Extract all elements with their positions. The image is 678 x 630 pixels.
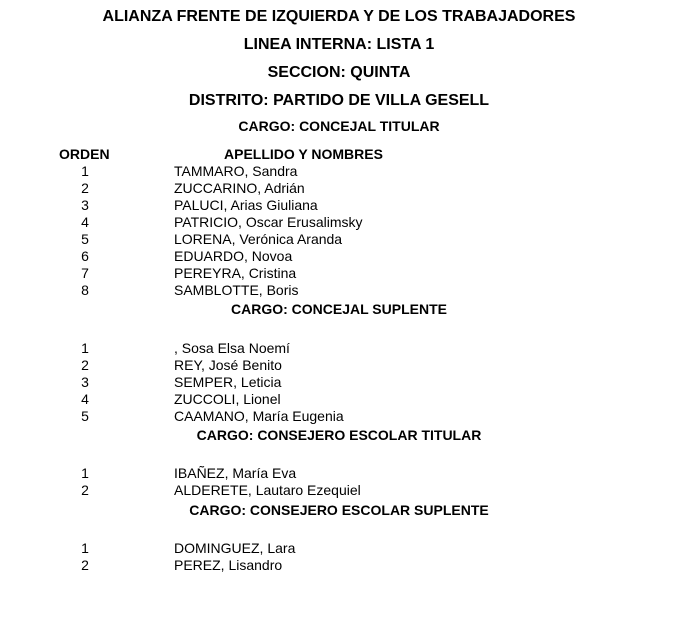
orden-number: 4 <box>81 214 89 230</box>
candidate-name: EDUARDO, Novoa <box>174 248 293 264</box>
list-concejal-titular <box>0 163 678 299</box>
orden-number: 3 <box>81 197 89 213</box>
candidate-name: TAMMARO, Sandra <box>174 163 298 179</box>
candidate-name: REY, José Benito <box>174 357 282 373</box>
candidate-name: PEREZ, Lisandro <box>174 557 283 573</box>
list-item <box>0 282 678 299</box>
list-consejero-escolar-titular <box>0 465 678 499</box>
orden-number: 5 <box>81 408 89 424</box>
candidate-name: SAMBLOTTE, Boris <box>174 282 299 298</box>
candidate-name: SEMPER, Leticia <box>174 374 282 390</box>
cargo-heading-concejal-suplente: CARGO: CONCEJAL SUPLENTE <box>231 301 447 317</box>
orden-number: 1 <box>81 465 89 481</box>
list-item <box>0 231 678 248</box>
list-item <box>0 408 678 425</box>
list-item <box>0 180 678 197</box>
orden-number: 6 <box>81 248 89 264</box>
candidate-name: PALUCI, Arias Giuliana <box>174 197 318 213</box>
list-item <box>0 248 678 265</box>
orden-number: 2 <box>81 557 89 573</box>
orden-number: 4 <box>81 391 89 407</box>
candidate-name: CAAMANO, María Eugenia <box>174 408 344 424</box>
list-item <box>0 214 678 231</box>
orden-number: 2 <box>81 180 89 196</box>
list-item <box>0 540 678 557</box>
list-item <box>0 482 678 499</box>
orden-number: 7 <box>81 265 89 281</box>
header-district: DISTRITO: PARTIDO DE VILLA GESELL <box>188 92 490 109</box>
candidate-name: ZUCCOLI, Lionel <box>174 391 281 407</box>
orden-number: 1 <box>81 163 89 179</box>
list-item <box>0 374 678 391</box>
header-internal-list: LINEA INTERNA: LISTA 1 <box>243 36 435 53</box>
orden-number: 1 <box>81 340 89 356</box>
list-item <box>0 163 678 180</box>
list-item <box>0 391 678 408</box>
list-item <box>0 265 678 282</box>
orden-number: 1 <box>81 540 89 556</box>
cargo-heading-consejero-escolar-suplente: CARGO: CONSEJERO ESCOLAR SUPLENTE <box>189 502 489 518</box>
candidate-name: ALDERETE, Lautaro Ezequiel <box>174 482 361 498</box>
header-section: SECCION: QUINTA <box>267 64 411 81</box>
column-header-orden: ORDEN <box>59 146 110 162</box>
orden-number: 2 <box>81 482 89 498</box>
list-item <box>0 357 678 374</box>
header-alliance-title: ALIANZA FRENTE DE IZQUIERDA Y DE LOS TRABAJADORES <box>102 8 576 25</box>
candidate-name: PEREYRA, Cristina <box>174 265 297 281</box>
candidate-name: ZUCCARINO, Adrián <box>174 180 305 196</box>
orden-number: 3 <box>81 374 89 390</box>
column-header-apellido-nombres: APELLIDO Y NOMBRES <box>224 146 383 162</box>
cargo-heading-concejal-titular: CARGO: CONCEJAL TITULAR <box>238 118 440 134</box>
candidate-name: DOMINGUEZ, Lara <box>174 540 296 556</box>
orden-number: 5 <box>81 231 89 247</box>
list-consejero-escolar-suplente <box>0 540 678 574</box>
candidate-name: IBAÑEZ, María Eva <box>174 465 297 481</box>
list-item <box>0 557 678 574</box>
list-item <box>0 197 678 214</box>
cargo-heading-consejero-escolar-titular: CARGO: CONSEJERO ESCOLAR TITULAR <box>196 427 482 443</box>
candidate-name: PATRICIO, Oscar Erusalimsky <box>174 214 363 230</box>
orden-number: 2 <box>81 357 89 373</box>
list-item <box>0 465 678 482</box>
orden-number: 8 <box>81 282 89 298</box>
list-concejal-suplente <box>0 340 678 425</box>
list-item <box>0 340 678 357</box>
candidate-name: , Sosa Elsa Noemí <box>174 340 290 356</box>
candidate-name: LORENA, Verónica Aranda <box>174 231 343 247</box>
